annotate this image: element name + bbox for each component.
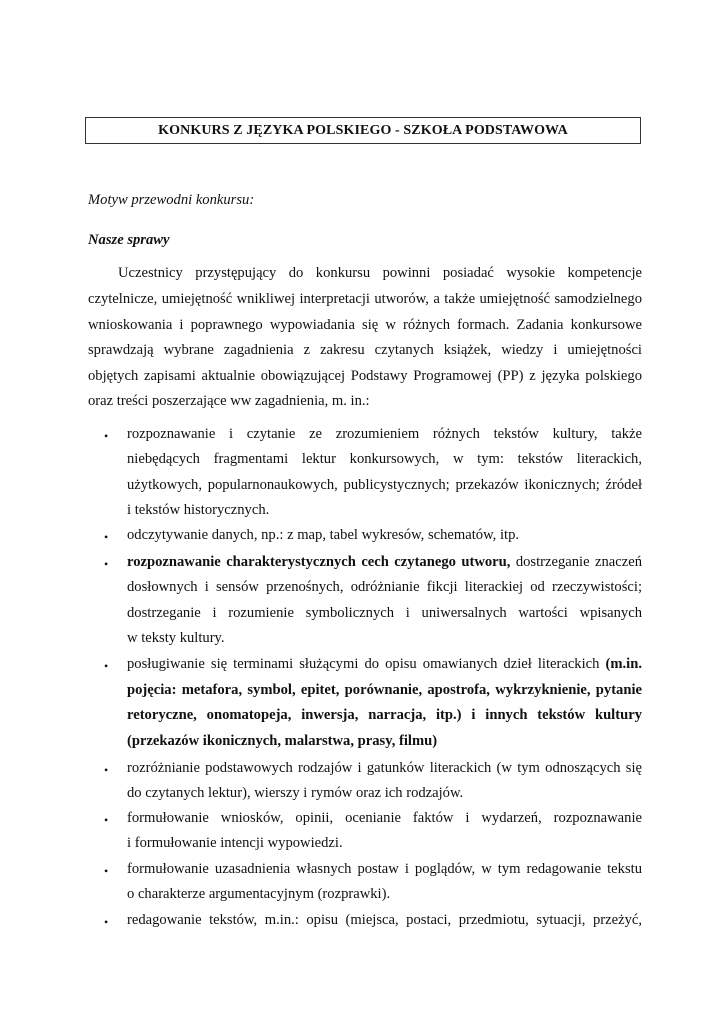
list-item-line: i formułowanie intencji wypowiedzi. xyxy=(127,835,343,851)
list-item-lead xyxy=(127,657,642,672)
list-item-line: rozróżnianie podstawowych rodzajów i gatunków literackich (w tym odnoszących się xyxy=(127,760,642,776)
list-item-lead-rest: dostrzeganie znaczeń xyxy=(510,554,642,570)
intro-line: oraz treści poszerzające ww zagadnienia, m. in.: xyxy=(88,393,370,409)
list-item-line: użytkowych, popularnonaukowych, publicystycznych; przekazów ikonicznych; źródeł xyxy=(127,477,642,493)
list-item-lead-plain: posługiwanie się terminami służącymi do opisu omawianych dzieł literackich xyxy=(127,656,606,672)
list-item-line: pojęcia: metafora, symbol, epitet, porównanie, apostrofa, wykrzyknienie, pytanie xyxy=(127,682,642,698)
intro-line: czytelnicze, umiejętność wnikliwej interpretacji utworów, a także umiejętność samodzielnego xyxy=(88,291,642,307)
bullet-icon: • xyxy=(104,813,109,827)
list-item-lead-bold: (m.in. xyxy=(605,656,642,672)
intro-line: Uczestnicy przystępujący do konkursu powinni posiadać wysokie kompetencje xyxy=(118,265,642,281)
intro-line: wnioskowania i poprawnego wypowiadania się w różnych formach. Zadania konkursowe xyxy=(88,317,642,333)
list-item-line: w teksty kultury. xyxy=(127,630,225,646)
list-item-line: o charakterze argumentacyjnym (rozprawki). xyxy=(127,886,391,902)
list-item-line: (przekazów ikonicznych, malarstwa, prasy, filmu) xyxy=(127,733,438,749)
list-item-line: odczytywanie danych, np.: z map, tabel wykresów, schematów, itp. xyxy=(127,527,520,543)
document-title: KONKURS Z JĘZYKA POLSKIEGO - SZKOŁA PODSTAWOWA xyxy=(158,122,568,138)
bullet-icon: • xyxy=(104,763,109,777)
bullet-icon: • xyxy=(104,659,109,673)
intro-line: objętych zapisami aktualnie obowiązującej Podstawy Programowej (PP) z języka polskiego xyxy=(88,368,642,384)
list-item-lead xyxy=(127,555,642,570)
bullet-icon: • xyxy=(104,915,109,929)
list-item-line: dosłownych i sensów przenośnych, odróżnianie fikcji literackiej od rzeczywistości; xyxy=(127,579,642,595)
list-item-bold-lead: rozpoznawanie charakterystycznych cech czytanego utworu, xyxy=(127,554,511,570)
list-item-line: formułowanie uzasadnienia własnych postaw i poglądów, w tym redagowanie tekstu xyxy=(127,861,642,877)
list-item-line: niebędących fragmentami lektur konkursowych, w tym: tekstów literackich, xyxy=(127,451,642,467)
list-item-line: dostrzeganie i rozumienie symbolicznych i uniwersalnych wartości wpisanych xyxy=(127,605,642,621)
list-item-line: redagowanie tekstów, m.in.: opisu (miejsca, postaci, przedmiotu, sytuacji, przeżyć, xyxy=(127,912,642,928)
bullet-icon: • xyxy=(104,864,109,878)
title-box xyxy=(85,117,641,144)
bullet-icon: • xyxy=(104,557,109,571)
motto: Nasze sprawy xyxy=(88,232,170,248)
intro-line: sprawdzają wybrane zagadnienia z zakresu czytanych książek, wiedzy i umiejętności xyxy=(88,342,642,358)
bullet-icon: • xyxy=(104,530,109,544)
motto-label: Motyw przewodni konkursu: xyxy=(88,192,255,208)
list-item-line: retoryczne, onomatopeja, inwersja, narracja, itp.) i innych tekstów kultury xyxy=(127,707,642,723)
list-item-line: rozpoznawanie i czytanie ze zrozumieniem różnych tekstów kultury, także xyxy=(127,426,642,442)
list-item-line: do czytanych lektur), wierszy i rymów oraz ich rodzajów. xyxy=(127,785,464,801)
list-item-line: formułowanie wniosków, opinii, ocenianie faktów i wydarzeń, rozpoznawanie xyxy=(127,810,642,826)
bullet-icon: • xyxy=(104,429,109,443)
list-item-line: i tekstów historycznych. xyxy=(127,502,270,518)
